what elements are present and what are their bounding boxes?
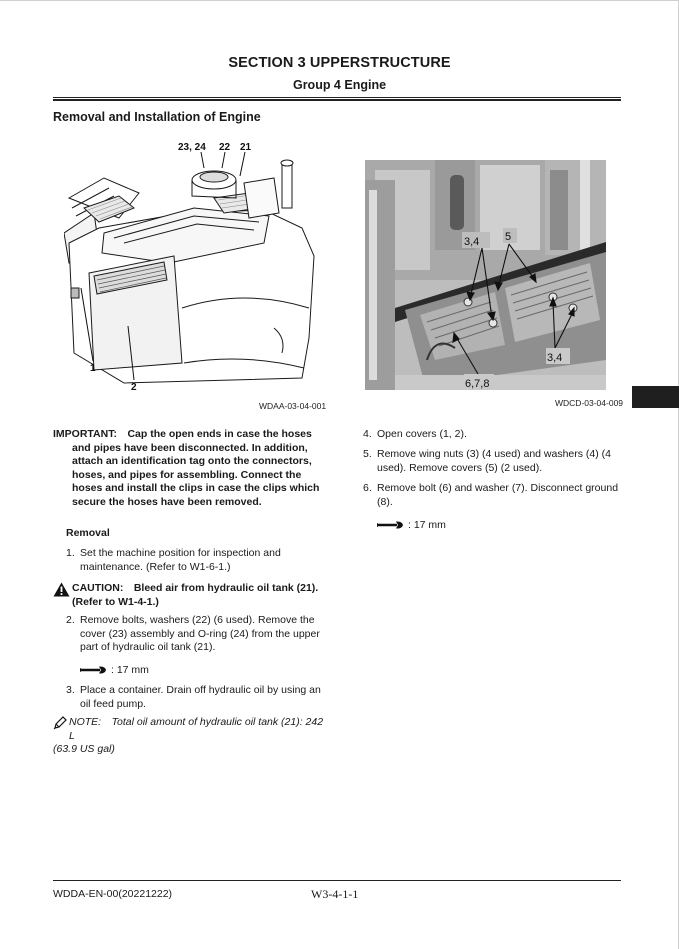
note xyxy=(53,716,325,757)
warning-triangle-icon xyxy=(53,582,70,597)
step-text: Place a container. Drain off hydraulic oil by using an oil feed pump. xyxy=(80,684,321,710)
caution-label: CAUTION: xyxy=(72,582,124,594)
footer-rule xyxy=(53,880,621,881)
important-notice xyxy=(53,428,325,510)
pencil-note-icon xyxy=(53,716,67,730)
step-1 xyxy=(66,547,326,574)
important-body: and pipes have been disconnected. In addition, attach an identification tag onto the connectors, hoses, and pipes for assembling. Connect the hoses and install the clips in case the clips which secure the hoses have been removed. xyxy=(72,441,320,508)
figure-engine-cover xyxy=(64,138,326,396)
step-number: 6. xyxy=(363,482,372,494)
step-number: 2. xyxy=(66,614,75,626)
step-text: Remove wing nuts (3) (4 used) and washers (4) (4 used). Remove covers (5) (2 used). xyxy=(377,448,612,474)
figure-covers-photo xyxy=(365,160,606,390)
engine-cover-illustration xyxy=(64,138,326,396)
callout-1: 1 xyxy=(90,363,96,374)
callout-6-7-8: 6,7,8 xyxy=(465,378,490,390)
covers-photo xyxy=(365,160,606,390)
step-4 xyxy=(363,428,621,442)
step-number: 4. xyxy=(363,428,372,440)
callout-23-24: 23, 24 xyxy=(178,142,206,153)
footer-page-number: W3-4-1-1 xyxy=(311,887,359,901)
note-text-continued: (63.9 US gal) xyxy=(53,743,115,756)
step-3 xyxy=(66,684,326,711)
callout-3-4-top: 3,4 xyxy=(464,236,480,248)
step-6 xyxy=(363,482,621,509)
footer-doc-code: WDDA-EN-00(20221222) xyxy=(53,888,173,900)
wrench-spec-2 xyxy=(377,519,446,531)
step-number: 5. xyxy=(363,448,372,460)
group-title: Group 4 Engine xyxy=(292,78,387,92)
caution-body: Bleed air from hydraulic oil tank (21). (Refer to W1-4-1.) xyxy=(72,582,319,608)
callout-2: 2 xyxy=(131,382,137,393)
important-lead: IMPORTANT: Cap the open ends in case the hoses xyxy=(53,428,312,440)
wrench-size: : 17 mm xyxy=(408,519,446,531)
page-top-border xyxy=(0,0,679,1)
step-text: Open covers (1, 2). xyxy=(377,428,467,440)
callout-3-4-bottom: 3,4 xyxy=(547,352,563,364)
note-text: NOTE: Total oil amount of hydraulic oil tank (21): 242 L xyxy=(69,716,324,742)
figure-left-code: WDAA-03-04-001 xyxy=(259,401,327,411)
step-text: Set the machine position for inspection and maintenance. (Refer to W1-6-1.) xyxy=(80,547,281,573)
removal-heading: Removal xyxy=(66,527,110,539)
figure-right-code: WDCD-03-04-009 xyxy=(555,398,624,408)
wrench-size: : 17 mm xyxy=(111,664,149,676)
header-rule xyxy=(53,97,621,101)
caution-text xyxy=(53,582,325,609)
step-5 xyxy=(363,448,621,475)
wrench-icon xyxy=(80,665,107,675)
callout-22: 22 xyxy=(219,142,231,153)
callout-21: 21 xyxy=(240,142,252,153)
caution-notice xyxy=(53,582,325,609)
step-number: 3. xyxy=(66,684,75,696)
page-heading: Removal and Installation of Engine xyxy=(53,110,261,124)
wrench-spec-1 xyxy=(80,664,149,676)
step-2 xyxy=(66,614,326,655)
step-text: Remove bolts, washers (22) (6 used). Remove the cover (23) assembly and O-ring (24) from the upper part of hydraulic oil tank (21). xyxy=(80,614,320,654)
step-number: 1. xyxy=(66,547,75,559)
section-title: SECTION 3 UPPERSTRUCTURE xyxy=(228,55,451,71)
section-tab-marker xyxy=(632,386,679,408)
step-text: Remove bolt (6) and washer (7). Disconnect ground (8). xyxy=(377,482,619,508)
callout-5: 5 xyxy=(505,231,512,243)
wrench-icon xyxy=(377,520,404,530)
